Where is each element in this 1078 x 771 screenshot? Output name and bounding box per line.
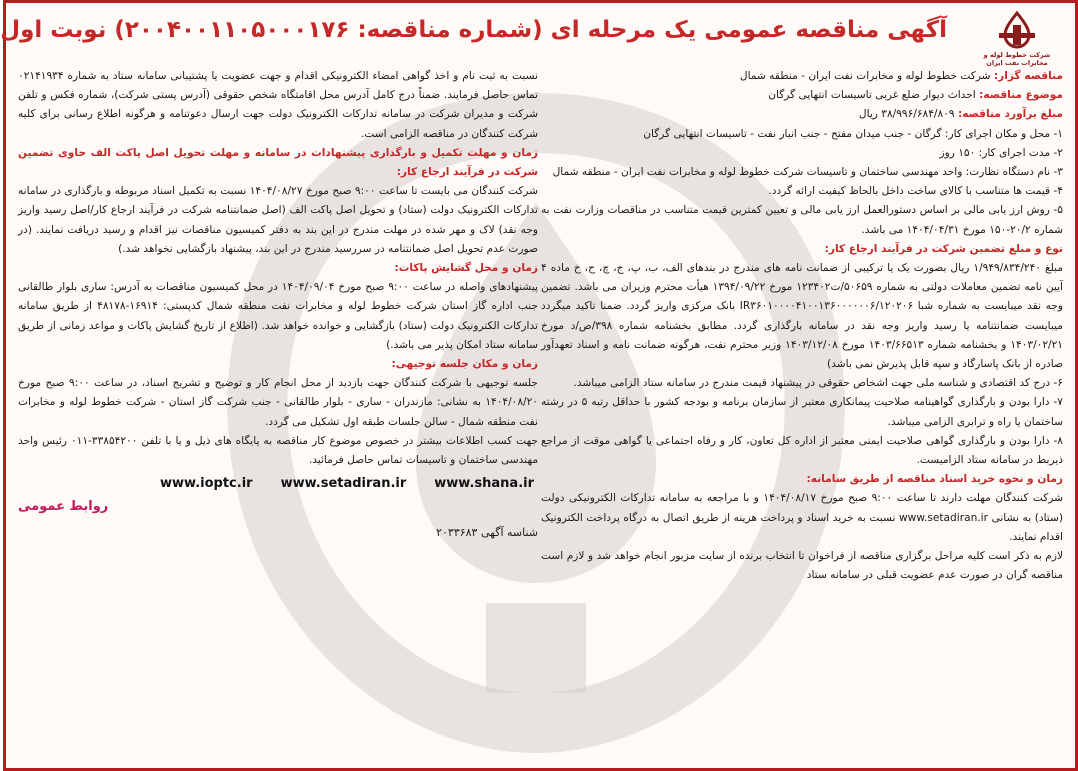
link-shana[interactable]: www.shana.ir [434,476,534,492]
item-1: ۱- محل و مکان اجرای کار: گرگان - جنب میدان مفتح - جنب انبار نفت - تاسیسات انتهایی گرگان [643,127,1063,140]
subject-value: احداث دیوار ضلع غربی تاسیسات انتهایی گرگان [768,89,980,102]
purchase-heading: زمان و نحوه خرید اسناد مناقصه از طریق سامانه: [806,473,1063,486]
opening-heading: زمان و محل گشایش پاکات: [394,262,538,275]
note-text: لازم به ذکر است کلیه مراحل برگزاری مناقصه از فراخوان تا انتخاب برنده از سایت مزبور انجام خواهد شد و لازم است مناقصه گران در صورت عدم عضویت قبلی در سامانه ستاد [541,550,1063,582]
guarantee-heading: نوع و مبلغ تضمین شرکت در فرآیند ارجاع کار: [824,242,1063,255]
item-5: ۵- روش ارز یابی مالی بر اساس دستورالعمل ارز یابی مالی و تعیین کمترین قیمت متناسب در مناقصات وزارت نفت به شماره ۲۰/۲-۱۵۰ مورخ ۱۴۰۴/۰۴/۳۱ می باشد. [541,204,1063,236]
estimate-value: ۳۸/۹۹۶/۶۸۴/۸۰۹ ریال [858,108,958,121]
link-setadiran[interactable]: www.setadiran.ir [280,476,407,492]
link-ioptc[interactable]: www.ioptc.ir [160,476,253,492]
subject-row [541,86,1063,105]
guarantee-text: مبلغ ۱/۹۴۹/۸۳۴/۲۴۰ ریال بصورت یک یا ترکیبی از ضمانت نامه های مندرج در بندهای الف، ب، پ، ج، چ، ح، خ ماده ۴ آیین نامه تضمین معاملات دولتی به شماره ۵۰۶۵۹/ت۱۲۳۴۰۲ مورخ ۱۳۹۴/۰۹/۲۲ هیأت محترم وزیران می باشد. تضمین وجه نقد میبایست به شماره شبا IR۳۶۰۱۰۰۰۰۴۱۰۰۱۳۶۰۰۰۰۰۰۶/۱۲۰۲۰۶ بانک مرکزی واریز گردد. ضمنا تاکید میگردد میبایست ضمانتنامه یا رسید واریز وجه نقد در سامانه بارگذاری گردد. مطابق بخشنامه شماره ۳۹۸/ص/د مورخ ۱۴۰۳/۰۲/۲۱ و بخشنامه شماره ۱۴۰۳/۶۶۵۱۳ مورخ ۱۴۰۳/۱۲/۰۸ وزیر محترم نفت، هرگونه ضمانت نامه و اسناد تعهدآور صادره از بانک پاسارگاد و سپه قابل پذیرش نمی باشد) [541,262,1063,371]
item-3: ۳- نام دستگاه نظارت: واحد مهندسی ساختمان و تاسیسات شرکت خطوط لوله و مخابرات نفت ایران - منطقه شمال [552,166,1063,179]
purchase-text: شرکت کنندگان مهلت دارند تا ساعت ۹:۰۰ صبح مورخ ۱۴۰۴/۰۸/۱۷ و با مراجعه به سامانه تدارکات الکترونیکی دولت (ستاد) به نشانی www.setadiran.ir نسبت به خرید اسناد و پرداخت هزینه از طریق اتصال به درگاه پرداخت الکترونیک اقدام نمایند. [541,492,1064,543]
submission-text: شرکت کنندگان می بایست تا ساعت ۹:۰۰ صبح مورخ ۱۴۰۴/۰۸/۲۷ نسبت به تکمیل اسناد مربوطه و بارگذاری در سامانه تدارکات الکترونیک دولت (ستاد) و تحویل اصل پاکت الف (اصل ضمانتنامه شرکت در فرآیند ارجاع کار/اصل رسید واریز وجه نقد) لاک و مهر شده در مهلت مندرج در این بند به دفتر کمیسیون مناقصات نیز اقدام و رسید دریافت نمایند. (در صورت عدم تحویل اصل ضمانتنامه در سررسید مندرج در این بند، پیشنهاد بازگشایی نخواهد شد.) [18,185,539,255]
page-title: آگهی مناقصه عمومی یک مرحله ای (شماره مناقصه: ۲۰۰۴۰۰۱۱۰۵۰۰۰۱۷۶) نوبت اول [0,17,947,43]
item-2: ۲- مدت اجرای کار: ۱۵۰ روز [939,146,1063,159]
header [0,11,1067,67]
logo-text: شرکت خطوط لوله و مخابرات نفت ایران [983,51,1051,67]
oil-pipeline-logo-icon [995,11,1039,51]
submission-heading: زمان و مهلت تکمیل و بارگذاری پیشنهادات در سامانه و مهلت تحویل اصل پاکت الف حاوی تضمین شرکت در فرآیند ارجاع کار: [18,146,538,179]
briefing-heading: زمان و مکان جلسه توجیهی: [391,358,538,371]
subject-label: موضوع مناقصه: [979,89,1063,102]
right-column [541,67,1063,757]
opening-text: پیشنهادهای واصله در ساعت ۹:۰۰ صبح مورخ ۱۴۰۴/۰۹/۰۴ در محل کمیسیون مناقصات به آدرس: ساری بلوار طالقانی جنب اداره گاز استان شرکت خطوط لوله و مخابرات نفت منطقه شمال کدپستی: ۱۶۹۱۴-۴۸۱۷۸ از طریق سامانه تدارکات الکترونیک دولت (ستاد) بازگشایی و خوانده خواهد شد. (اطلاع از تاریخ گشایش پاکات و مواعد زمانی از طریق سامانه ستاد امکان پذیر می باشد.) [18,281,539,351]
client-row [541,67,1063,86]
item-7: ۷- دارا بودن و بارگذاری گواهینامه صلاحیت پیمانکاری معتبر از سازمان برنامه و بودجه کشور با حداقل رتبه ۵ در رشته ساختمان یا راه و ترابری الزامی میباشد. [541,396,1063,428]
item-8: ۸- دارا بودن و بارگذاری گواهی صلاحیت ایمنی معتبر از اداره کل تعاون، کار و رفاه اجتماعی یا گواهی موقت از مراجع ذیربط در سامانه ستاد الزامیست. [541,434,1063,467]
contact-text: جهت کسب اطلاعات بیشتر در خصوص موضوع کار مناقصه به پایگاه های ذیل و یا با تلفن ۳۳۸۵۴۲۰۰-۰۱۱ رئیس واحد مهندسی ساختمان و تاسیسات تماس حاصل فرمائید. [18,434,538,467]
estimate-label: مبلغ برآورد مناقصه: [957,108,1063,121]
item-4: ۴- قیمت ها متناسب با کالای ساخت داخل بالحاظ کیفیت ارائه گردد. [768,185,1063,198]
left-column [18,67,538,757]
item-6: ۶- درج کد اقتصادی و شناسه ملی جهت اشخاص حقوقی در پیشنهاد قیمت مندرج در سامانه ستاد الزامی میباشد. [573,377,1063,390]
briefing-text: جلسه توجیهی با شرکت کنندگان جهت بازدید از محل انجام کار و توضیح و تشریح اسناد، در ساعت ۹:۰۰ صبح مورخ ۱۴۰۴/۰۸/۲۰ به نشانی: مازندران - ساری - بلوار طالقانی - جنب شرکت گاز استان - شرکت خطوط لوله و مخابرات نفت منطقه شمال - سالن جلسات طبقه اول تشکیل می گردد. [18,377,538,428]
client-label: مناقصه گزار: [993,70,1063,82]
ad-id: شناسه آگهی ۲۰۳۳۶۸۳ [436,525,538,539]
estimate-row [541,105,1063,124]
intro-text: نسبت به ثبت نام و اخذ گواهی امضاء الکترونیکی اقدام و جهت عضویت یا پشتیبانی سامانه ستاد به شماره ۰۲۱۴۱۹۳۴ تماس حاصل فرمایند. ضمناً درج کامل آدرس محل اقامتگاه شخص حقوقی (آدرس پستی شرکت)، شماره فکس و تلفن شرکت و مدیران شرکت در سامانه تدارکات الکترونیک دولت جهت ارسال دعوتنامه و هرگونه اطلاع رسانی برای کلیه شرکت کنندگان در مناقصه الزامی است. [18,70,538,140]
client-value: شرکت خطوط لوله و مخابرات نفت ایران - منطقه شمال [739,70,994,82]
public-relations-label: روابط عمومی [18,499,109,515]
website-links [18,474,538,493]
